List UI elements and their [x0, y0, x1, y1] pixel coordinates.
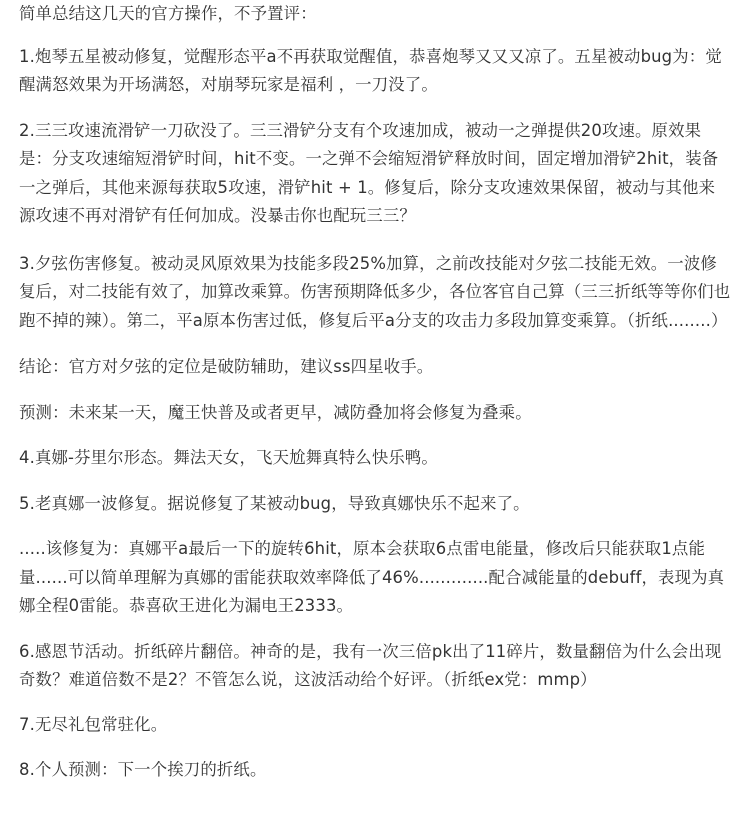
- paragraph-6-thanksgiving: 6.感恩节活动。折纸碎片翻倍。神奇的是，我有一次三倍pk出了11碎片，数量翻倍为什么会出现奇数？难道倍数不是2？不管怎么说，这波活动给个好评。（折纸ex党：mmp）: [19, 641, 722, 689]
- intro-text: 简单总结这几天的官方操作，不予置评：: [19, 4, 317, 23]
- paragraph-forecast: 预测：未来某一天，魔王快普及或者更早，减防叠加将会修复为叠乘。: [19, 402, 532, 422]
- paragraph-conclusion: 结论：官方对夕弦的定位是破防辅助，建议ss四星收手。: [19, 357, 434, 376]
- paragraph-4-zhenna-fenrir: 4.真娜-芬里尔形态。舞法天女，飞天尬舞真特么快乐鸭。: [19, 448, 438, 467]
- paragraph-3-xixian-damage: 3.夕弦伤害修复。被动灵风原效果为技能多段25%加算，之前改技能对夕弦二技能无效。一波修复后，对二技能有效了，加算改乘算。伤害预期降低多少，各位客官自己算（三三折纸等等你们也跑不掉的辣）。第二，平a原本伤害过低，修复后平a分支的攻击力多段加算变乘算。（折纸........）: [19, 253, 731, 330]
- paragraph-5-detail: .....该修复为：真娜平a最后一下的旋转6hit，原本会获取6点雷电能量，修改后只能获取1点能量......可以简单理解为真娜的雷能获取效率降低了46%.............配合减能量的debuff，表现为真娜全程0雷能。恭喜砍王进化为漏电王2333。: [19, 539, 725, 615]
- paragraph-2-sansan-slide: 2.三三攻速流滑铲一刀砍没了。三三滑铲分支有个攻速加成，被动一之弹提供20攻速。原效果是：分支攻速缩短滑铲时间，hit不变。一之弹不会缩短滑铲释放时间，固定增加滑铲2hit，装备一之弹后，其他来源每获取5攻速，滑铲hit + 1。修复后，除分支攻速效果保留，被动与其他来源攻速不再对滑铲有任何加成。没暴击你也配玩三三？: [19, 120, 719, 225]
- paragraph-1-piano-fix: 1.炮琴五星被动修复，觉醒形态平a不再获取觉醒值，恭喜炮琴又又又凉了。五星被动bug为：觉醒满怒效果为开场满怒，对崩琴玩家是福利 ，一刀没了。: [19, 46, 722, 94]
- paragraph-5-old-zhenna: 5.老真娜一波修复。据说修复了某被动bug，导致真娜快乐不起来了。: [19, 493, 530, 513]
- paragraph-7-endless-pack: 7.无尽礼包常驻化。: [19, 714, 168, 734]
- paragraph-8-prediction: 8.个人预测：下一个挨刀的折纸。: [19, 760, 267, 779]
